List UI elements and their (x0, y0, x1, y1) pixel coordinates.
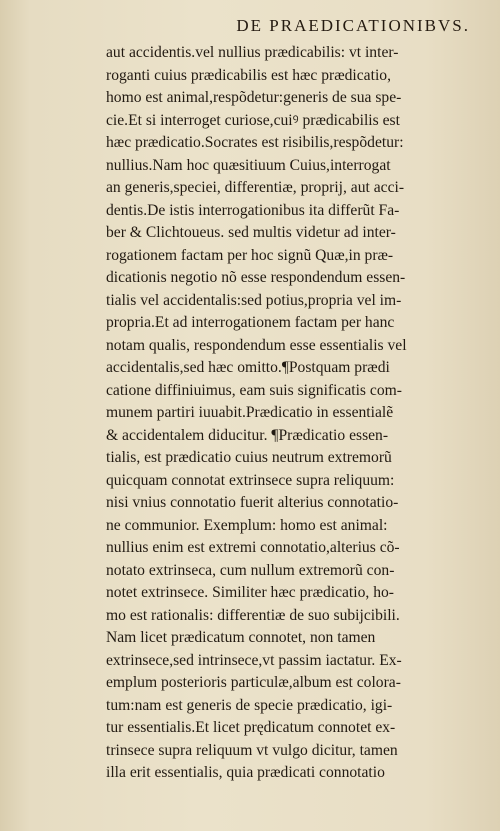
text-line: quicquam connotat extrinsece supra reliquum: (106, 471, 395, 489)
text-line: tialis vel accidentalis:sed potius,propria vel im- (106, 291, 402, 309)
text-line: dicationis negotio nõ esse respondendum essen- (106, 269, 406, 286)
text-line: notato extrinseca, cum nullum extremorũ con- (106, 561, 395, 579)
text-line: mo est rationalis: differentiæ de suo subijcibili. (106, 606, 400, 624)
text-line: notam qualis, respondendum esse essentialis vel (106, 336, 407, 354)
text-line: aut accidentis.vel nullius prædicabilis: vt inter- (106, 44, 399, 61)
text-line: ne communior. Exemplum: homo est animal: (106, 516, 388, 534)
text-line: & accidentalem diducitur. ¶Prædicatio essen- (106, 426, 389, 444)
running-head: DE PRAEDICATIONIBVS. (236, 16, 470, 35)
text-block (106, 42, 468, 785)
text-line: roganti cuius prædicabilis est hæc prædicatio, (106, 66, 391, 84)
text-line: extrinsece,sed intrinsece,vt passim iactatur. Ex- (106, 651, 402, 669)
text-line: tum:nam est generis de specie prædicatio, igi- (106, 696, 393, 714)
text-line: emplum posterioris particulæ,album est colora- (106, 674, 401, 691)
text-line: nullius enim est extremi connotatio,alterius cõ- (106, 539, 400, 556)
text-line: Nam licet prædicatum connotet, non tamen (106, 629, 376, 646)
text-line: trinsece supra reliquum vt vulgo dicitur, tamen (106, 741, 398, 759)
text-line: an generis,speciei, differentiæ, proprij, aut acci- (106, 179, 405, 196)
text-line: accidentalis,sed hæc omitto.¶Postquam prædi (106, 359, 390, 376)
text-line: hæc prædicatio.Socrates est risibilis,respõdetur: (106, 134, 404, 151)
text-line: homo est animal,respõdetur:generis de sua spe- (106, 89, 402, 106)
text-line: propria.Et ad interrogationem factam per hanc (106, 314, 395, 331)
text-line: cie.Et si interroget curiose,cuiꝰ prædicabilis est (106, 111, 400, 129)
text-line: illa erit essentialis, quia prædicati connotatio (106, 764, 385, 781)
text-line: dentis.De istis interrogationibus ita differũt Fa- (106, 201, 400, 219)
text-line: nisi vnius connotatio fuerit alterius connotatio- (106, 494, 399, 511)
text-line: catione diffiniuimus, eam suis significatis com- (106, 381, 402, 399)
text-line: tialis, est prædicatio cuius neutrum extremorũ (106, 449, 392, 466)
text-line: nullius.Nam hoc quæsitiuum Cuius,interrogat (106, 156, 391, 174)
text-line: tur essentialis.Et licet prędicatum connotet ex- (106, 719, 396, 736)
text-line: notet extrinsece. Similiter hæc prædicatio, ho- (106, 584, 394, 601)
text-line: ber & Clichtoueus. sed multis videtur ad inter- (106, 224, 396, 241)
text-line: munem partiri iuuabit.Prædicatio in essentialẽ (106, 404, 394, 421)
text-line: rogationem factam per hoc signũ Quæ,in præ- (106, 246, 394, 264)
